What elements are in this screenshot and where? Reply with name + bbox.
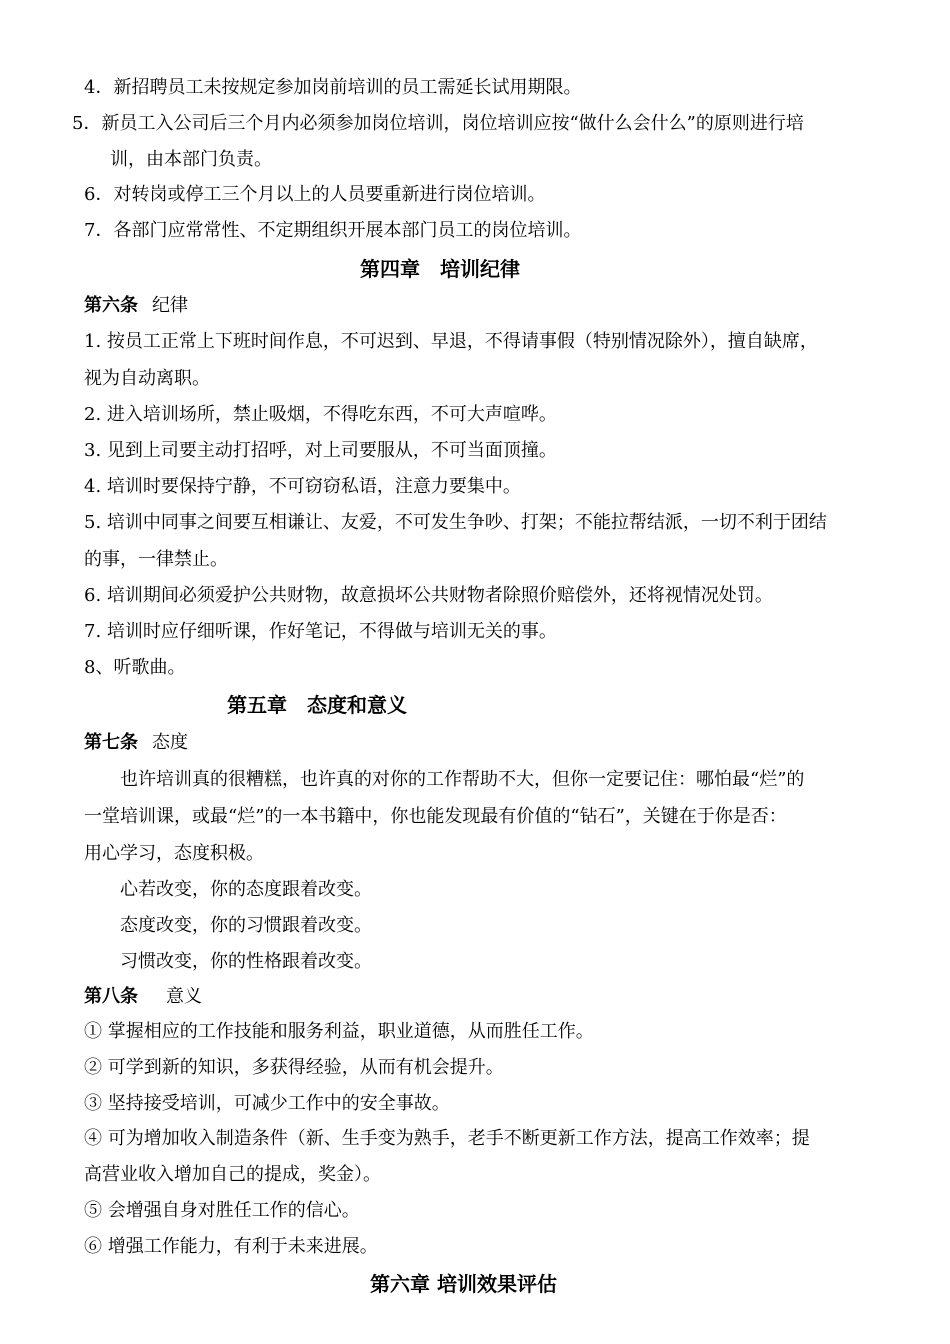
rule-item-continuation: 视为自动离职。 bbox=[84, 368, 210, 389]
rule-item: 7. 培训时应仔细听课，作好笔记，不得做与培训无关的事。 bbox=[84, 621, 557, 642]
rule-item-continuation: 的事，一律禁止。 bbox=[84, 549, 228, 570]
article-heading bbox=[84, 731, 188, 755]
chapter-heading: 第四章 培训纪律 bbox=[360, 257, 520, 281]
meaning-item: ② 可学到新的知识，多获得经验，从而有机会提升。 bbox=[84, 1057, 504, 1078]
list-item: 4．新招聘员工未按规定参加岗前培训的员工需延长试用期限。 bbox=[84, 77, 582, 98]
article-label: 第七条 bbox=[84, 732, 138, 753]
paragraph-line: 也许培训真的很糟糕，也许真的对你的工作帮助不大，但你一定要记住：哪怕最“烂”的 bbox=[120, 769, 805, 790]
rule-item: 2. 进入培训场所，禁止吸烟，不得吃东西，不可大声喧哗。 bbox=[84, 404, 557, 425]
paragraph-line: 一堂培训课，或最“烂”的一本书籍中，你也能发现最有价值的“钻石”，关键在于你是否： bbox=[84, 806, 787, 827]
meaning-item: ④ 可为增加收入制造条件（新、生手变为熟手，老手不断更新工作方法，提高工作效率；提 bbox=[84, 1128, 810, 1149]
article-label: 第八条 bbox=[84, 986, 138, 1007]
saying-line: 心若改变，你的态度跟着改变。 bbox=[120, 879, 372, 900]
saying-line: 习惯改变，你的性格跟着改变。 bbox=[120, 951, 372, 972]
list-item: 5．新员工入公司后三个月内必须参加岗位培训，岗位培训应按“做什么会什么”的原则进行培 bbox=[72, 113, 804, 134]
rule-item: 1. 按员工正常上下班时间作息，不可迟到、早退，不得请事假（特别情况除外），擅自缺席， bbox=[84, 331, 818, 352]
chapter-heading: 第六章 培训效果评估 bbox=[370, 1272, 557, 1296]
paragraph-line: 用心学习，态度积极。 bbox=[84, 843, 264, 864]
chapter-heading: 第五章 态度和意义 bbox=[227, 693, 407, 717]
meaning-item-continuation: 高营业收入增加自己的提成，奖金）。 bbox=[84, 1164, 381, 1185]
meaning-item: ① 掌握相应的工作技能和服务利益，职业道德，从而胜任工作。 bbox=[84, 1021, 594, 1042]
article-title: 纪律 bbox=[152, 295, 188, 316]
list-item: 7．各部门应常常性、不定期组织开展本部门员工的岗位培训。 bbox=[84, 220, 582, 241]
rule-item: 5. 培训中同事之间要互相谦让、友爱，不可发生争吵、打架；不能拉帮结派，一切不利于团结 bbox=[84, 512, 827, 533]
rule-item: 3. 见到上司要主动打招呼，对上司要服从，不可当面顶撞。 bbox=[84, 440, 557, 461]
article-title: 态度 bbox=[152, 732, 188, 753]
rule-item: 6. 培训期间必须爱护公共财物，故意损坏公共财物者除照价赔偿外，还将视情况处罚。 bbox=[84, 585, 773, 606]
article-heading bbox=[84, 985, 202, 1009]
saying-line: 态度改变，你的习惯跟着改变。 bbox=[120, 915, 372, 936]
list-item: 6．对转岗或停工三个月以上的人员要重新进行岗位培训。 bbox=[84, 184, 546, 205]
meaning-item: ③ 坚持接受培训，可减少工作中的安全事故。 bbox=[84, 1093, 450, 1114]
meaning-item: ⑤ 会增强自身对胜任工作的信心。 bbox=[84, 1200, 360, 1221]
list-item-continuation: 训，由本部门负责。 bbox=[110, 149, 272, 170]
rule-item: 4. 培训时要保持宁静，不可窃窃私语，注意力要集中。 bbox=[84, 476, 521, 497]
article-heading bbox=[84, 294, 188, 318]
article-title: 意义 bbox=[166, 986, 202, 1007]
meaning-item: ⑥ 增强工作能力，有利于未来进展。 bbox=[84, 1236, 378, 1257]
rule-item: 8、听歌曲。 bbox=[84, 657, 186, 678]
article-label: 第六条 bbox=[84, 295, 138, 316]
